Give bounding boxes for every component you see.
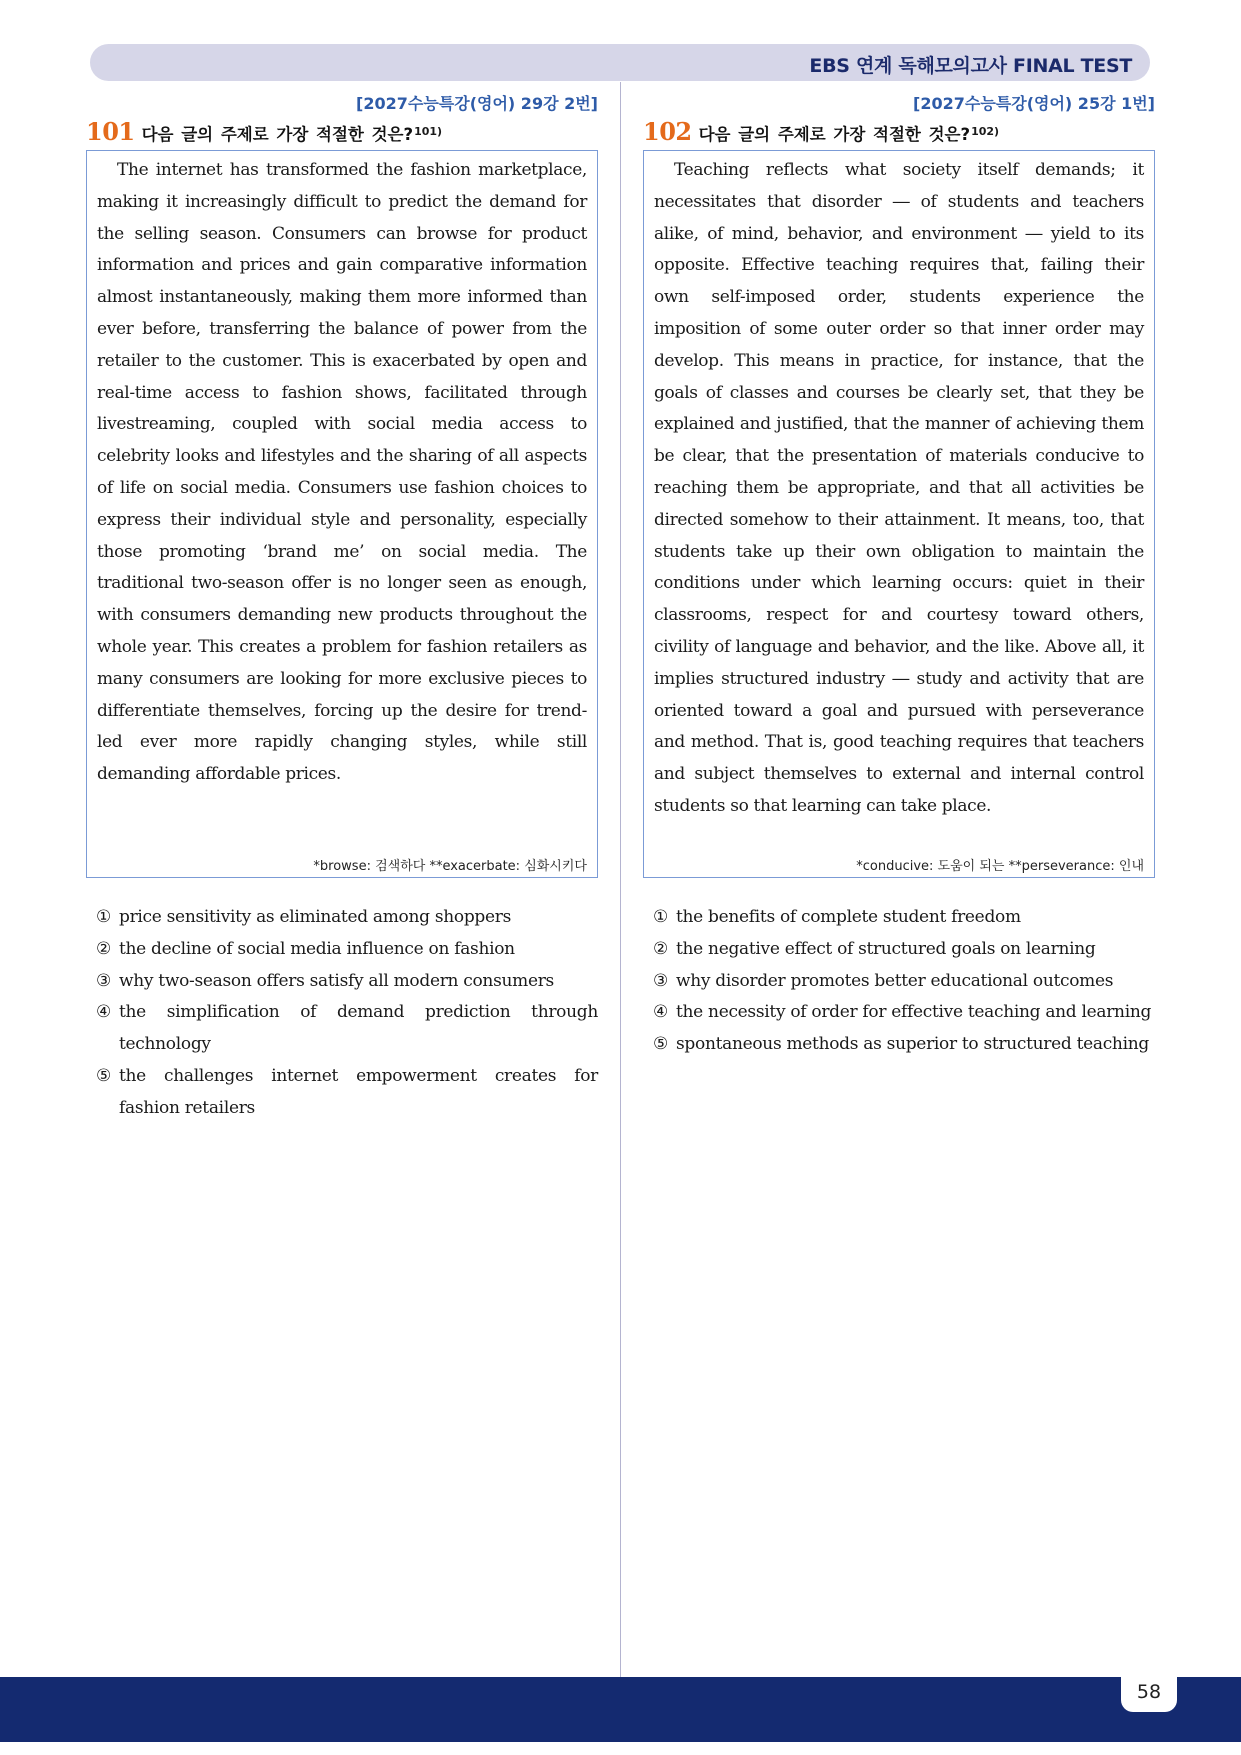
option-text: the negative effect of structured goals on learning	[676, 938, 1096, 959]
footnote-ref: 101)	[414, 125, 443, 138]
header-bar	[90, 44, 1150, 81]
answer-option-5[interactable]	[653, 1029, 1155, 1061]
question-header	[86, 116, 598, 148]
question-header	[643, 116, 1155, 148]
passage-text: Teaching reflects what society itself demands; it necessitates that disorder ― of students and teachers alike, of mind, behavior, and environment ― yield to its opposite. Effective teaching requires that, failing their own self-imposed order, students experience the imposition of some outer order so that inner order may develop. This means in practice, for instance, that the goals of classes and courses be clearly set, that they be explained and justified, that the manner of achieving them be clear, that the presentation of materials conducive to reaching them be appropriate, and that all activities be directed somehow to their attainment. It means, too, that students take up their own obligation to maintain the conditions under which learning occurs: quiet in their classrooms, respect for and courtesy toward others, civility of language and behavior, and the like. Above all, it implies structured industry ― study and activity that are oriented toward a goal and pursued with perseverance and method. That is, good teaching requires that teachers and subject themselves to external and internal control students so that learning can take place.	[654, 160, 1144, 816]
passage-box	[86, 150, 598, 878]
answer-option-4[interactable]	[96, 997, 598, 1061]
passage-glossary: *conducive: 도움이 되는 **perseverance: 인내	[856, 859, 1144, 874]
answer-option-3[interactable]	[96, 966, 598, 998]
question-source: [2027수능특강(영어) 29강 2번]	[356, 94, 598, 113]
option-text: why two-season offers satisfy all modern consumers	[119, 970, 554, 991]
option-text: price sensitivity as eliminated among shoppers	[119, 907, 512, 927]
option-marker: ⑤	[653, 1034, 668, 1055]
answer-option-1[interactable]	[96, 902, 598, 934]
option-text: spontaneous methods as superior to structured teaching	[676, 1034, 1149, 1055]
option-marker: ③	[653, 970, 668, 991]
option-marker: ⑤	[96, 1065, 111, 1086]
answer-option-2[interactable]	[653, 934, 1155, 966]
question-number: 101	[86, 117, 135, 146]
footer-bar	[0, 1677, 1241, 1742]
question-source: [2027수능특강(영어) 25강 1번]	[913, 94, 1155, 113]
option-marker: ③	[96, 970, 111, 991]
column-divider	[620, 82, 621, 1677]
header-title: EBS 연계 독해모의고사 FINAL TEST	[809, 55, 1132, 77]
passage-text: The internet has transformed the fashion marketplace, making it increasingly difficult to predict the demand for the selling season. Consumers can browse for product information and prices and gain comparative information almost instantaneously, making them more informed than ever before, transferring the balance of power from the retailer to the customer. This is exacerbated by open and real-time access to fashion shows, facilitated through livestreaming, coupled with social media access to celebrity looks and lifestyles and the sharing of all aspects of life on social media. Consumers use fashion choices to express their individual style and personality, especially those promoting ‘brand me’ on social media. The traditional two-season offer is no longer seen as enough, with consumers demanding new products throughout the whole year. This creates a problem for fashion retailers as many consumers are looking for more exclusive pieces to differentiate themselves, forcing up the desire for trend-led ever more rapidly changing styles, while still demanding affordable prices.	[97, 160, 587, 785]
question-102-column	[643, 92, 1155, 1061]
answer-option-1[interactable]	[653, 902, 1155, 934]
option-text: the simplification of demand prediction through technology	[119, 1002, 598, 1055]
option-text: the benefits of complete student freedom	[676, 907, 1021, 927]
answer-options	[643, 902, 1155, 1061]
option-marker: ①	[96, 907, 111, 927]
option-marker: ①	[653, 907, 668, 927]
page-number: 58	[1121, 1672, 1177, 1712]
passage-glossary: *browse: 검색하다 **exacerbate: 심화시키다	[313, 859, 587, 874]
option-text: the necessity of order for effective teaching and learning	[676, 1002, 1152, 1023]
question-101-column	[86, 92, 598, 1125]
answer-option-3[interactable]	[653, 966, 1155, 998]
option-marker: ④	[96, 1002, 111, 1023]
footnote-ref: 102)	[971, 125, 1000, 138]
option-marker: ②	[653, 938, 668, 959]
question-number: 102	[643, 117, 692, 146]
answer-option-4[interactable]	[653, 997, 1155, 1029]
option-marker: ④	[653, 1002, 668, 1023]
question-prompt: 다음 글의 주제로 가장 적절한 것은?	[141, 125, 414, 144]
passage-box	[643, 150, 1155, 878]
option-text: the decline of social media influence on fashion	[119, 938, 515, 959]
answer-option-2[interactable]	[96, 934, 598, 966]
option-marker: ②	[96, 938, 111, 959]
option-text: why disorder promotes better educational outcomes	[676, 970, 1114, 991]
option-text: the challenges internet empowerment creates for fashion retailers	[119, 1065, 598, 1118]
answer-option-5[interactable]	[96, 1061, 598, 1125]
answer-options	[86, 902, 598, 1125]
question-prompt: 다음 글의 주제로 가장 적절한 것은?	[698, 125, 971, 144]
